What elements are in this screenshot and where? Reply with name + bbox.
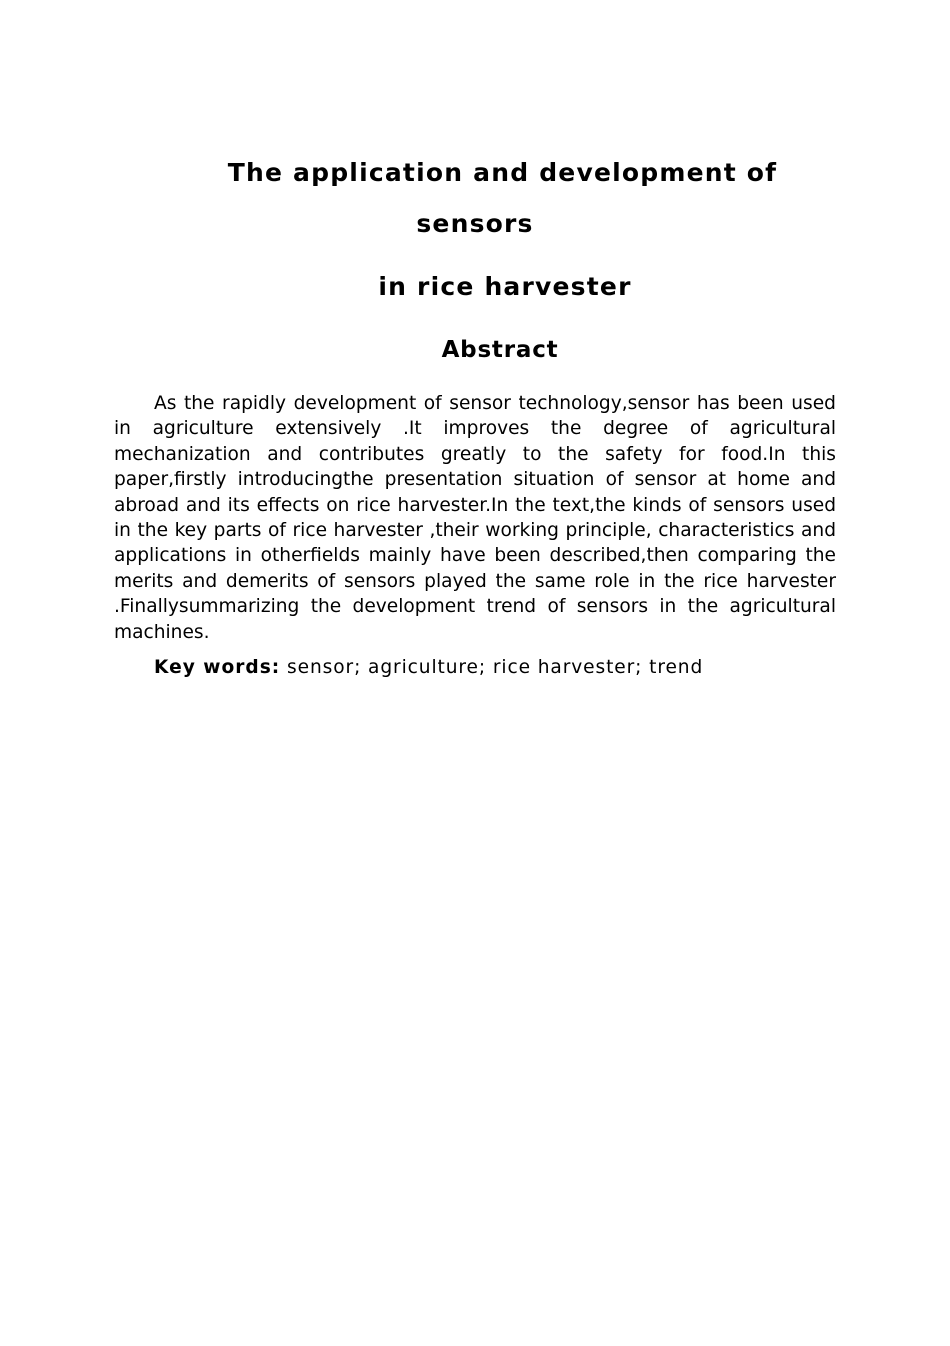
title-line-3: in rice harvester (378, 272, 632, 301)
abstract-body: As the rapidly development of sensor technology,sensor has been used in agriculture extensively .It improves the degree of agricultural mechanization and contributes greatly to the safety for food.In this paper,firstly introducingthe presentation situation of sensor at home and abroad and its effects on rice harvester.In the text,the kinds of sensors used in the key parts of rice harvester ,their working principle, characteristics and applications in otherfields mainly have been described,then comparing the merits and demerits of sensors played the same role in the rice harvester .Finallysummarizing the development trend of sensors in the agricultural machines. (114, 393, 836, 643)
title-line-1: The application and development of (227, 158, 778, 187)
keywords-label: Key words: (154, 657, 281, 678)
keywords-value: sensor; agriculture; rice harvester; trend (287, 657, 704, 678)
title-line-2: sensors (416, 209, 534, 238)
abstract-heading: Abstract (441, 337, 559, 363)
keywords-line (154, 657, 834, 678)
